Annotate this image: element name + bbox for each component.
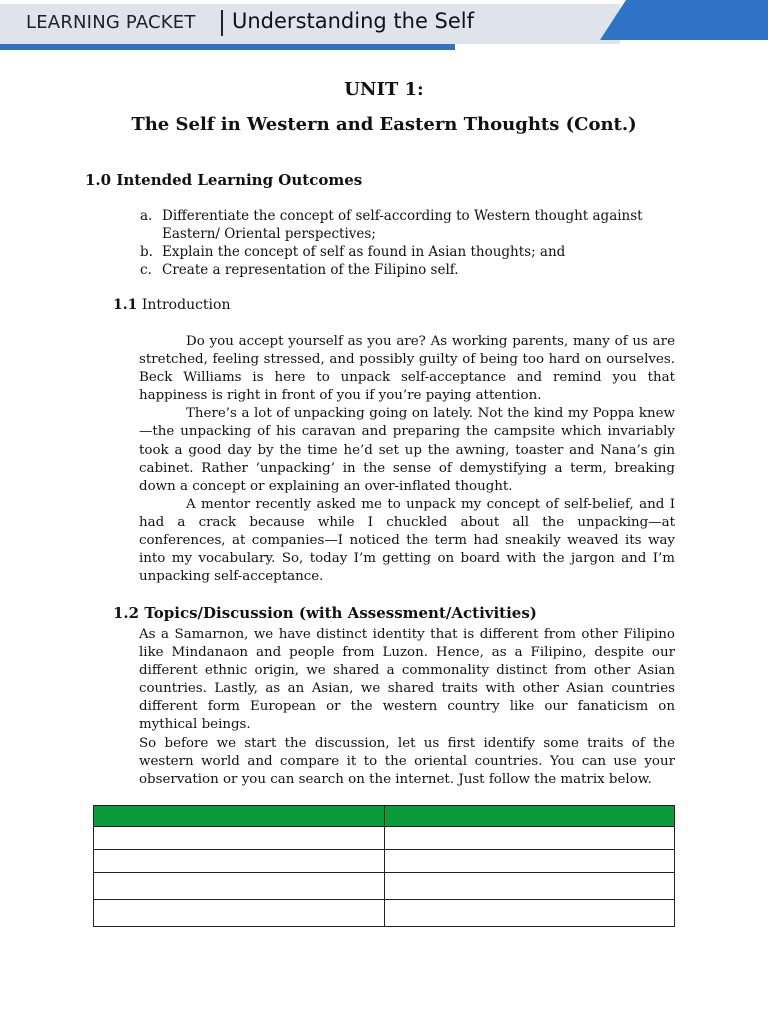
- discussion-body: [139, 626, 675, 789]
- matrix-cell: [384, 900, 675, 927]
- comparison-matrix: [93, 805, 675, 927]
- list-marker: b.: [140, 244, 153, 260]
- list-item: [140, 261, 700, 279]
- table-row: [94, 850, 675, 873]
- outcomes-heading: 1.0 Intended Learning Outcomes: [85, 171, 363, 189]
- list-marker: c.: [140, 262, 152, 278]
- paragraph: There’s a lot of unpacking going on lately. Not the kind my Poppa knew—the unpacking of his caravan and preparing the campsite which invariably took a good day by the time he’d set up the awning, toaster and Nana’s gin cabinet. Rather ‘unpacking’ in the sense of demystifying a term, breaking down a concept or explaining an over-inflated thought.: [139, 406, 675, 494]
- intro-heading: [113, 297, 230, 313]
- unit-number: UNIT 1:: [344, 79, 424, 100]
- table-row: [94, 827, 675, 850]
- list-item: [140, 207, 700, 243]
- list-item: [140, 243, 700, 261]
- matrix-cell: [94, 850, 385, 873]
- intro-title: Introduction: [141, 297, 231, 313]
- intro-number: 1.1: [113, 297, 138, 313]
- matrix-header-cell: [384, 806, 675, 827]
- header-underline: [0, 44, 455, 50]
- unit-title: The Self in Western and Eastern Thoughts (Cont.): [131, 114, 637, 135]
- list-item-text: Explain the concept of self as found in Asian thoughts; and: [162, 244, 566, 260]
- matrix-cell: [384, 873, 675, 900]
- matrix-header-row: [94, 806, 675, 827]
- paragraph: As a Samarnon, we have distinct identity that is different from other Filipino like Mindanaon and people from Luzon. Hence, as a Filipino, despite our different ethnic origin, we shared a commonality distinct from other Asian countries. Lastly, as an Asian, we shared traits with other Asian countries different form European or the western country like our fanaticism on mythical beings.: [139, 627, 675, 733]
- table-row: [94, 873, 675, 900]
- paragraph: So before we start the discussion, let us first identify some traits of the western world and compare it to the oriental countries. You can use your observation or you can search on the internet. Just follow the matrix below.: [139, 735, 675, 787]
- paragraph: A mentor recently asked me to unpack my concept of self-belief, and I had a crack because while I chuckled about all the unpacking—at conferences, at companies—I noticed the term had sneakily weaved its way into my vocabulary. So, today I’m getting on board with the jargon and I’m unpacking self-acceptance.: [139, 496, 675, 585]
- learning-packet-label: LEARNING PACKET: [26, 12, 196, 33]
- header-accent-shape: [600, 0, 768, 40]
- intro-body: [139, 333, 675, 586]
- list-marker: a.: [140, 208, 153, 224]
- matrix-cell: [384, 850, 675, 873]
- list-item-text: Create a representation of the Filipino self.: [162, 262, 459, 278]
- list-item-text: Differentiate the concept of self-according to Western thought against Eastern/ Oriental perspectives;: [162, 208, 643, 242]
- course-title: Understanding the Self: [232, 9, 475, 33]
- outcomes-list: [140, 207, 700, 279]
- table-row: [94, 900, 675, 927]
- paragraph: Do you accept yourself as you are? As working parents, many of us are stretched, feeling stressed, and possibly guilty of being too hard on ourselves. Beck Williams is here to unpack self-acceptance and remind you that happiness is right in front of you if you’re paying attention.: [139, 334, 675, 404]
- matrix-cell: [384, 827, 675, 850]
- matrix-cell: [94, 827, 385, 850]
- discussion-heading: 1.2 Topics/Discussion (with Assessment/Activities): [113, 604, 537, 622]
- page-header: [0, 0, 768, 44]
- matrix-cell: [94, 900, 385, 927]
- header-divider: [221, 10, 223, 36]
- matrix-header-cell: [94, 806, 385, 827]
- matrix-cell: [94, 873, 385, 900]
